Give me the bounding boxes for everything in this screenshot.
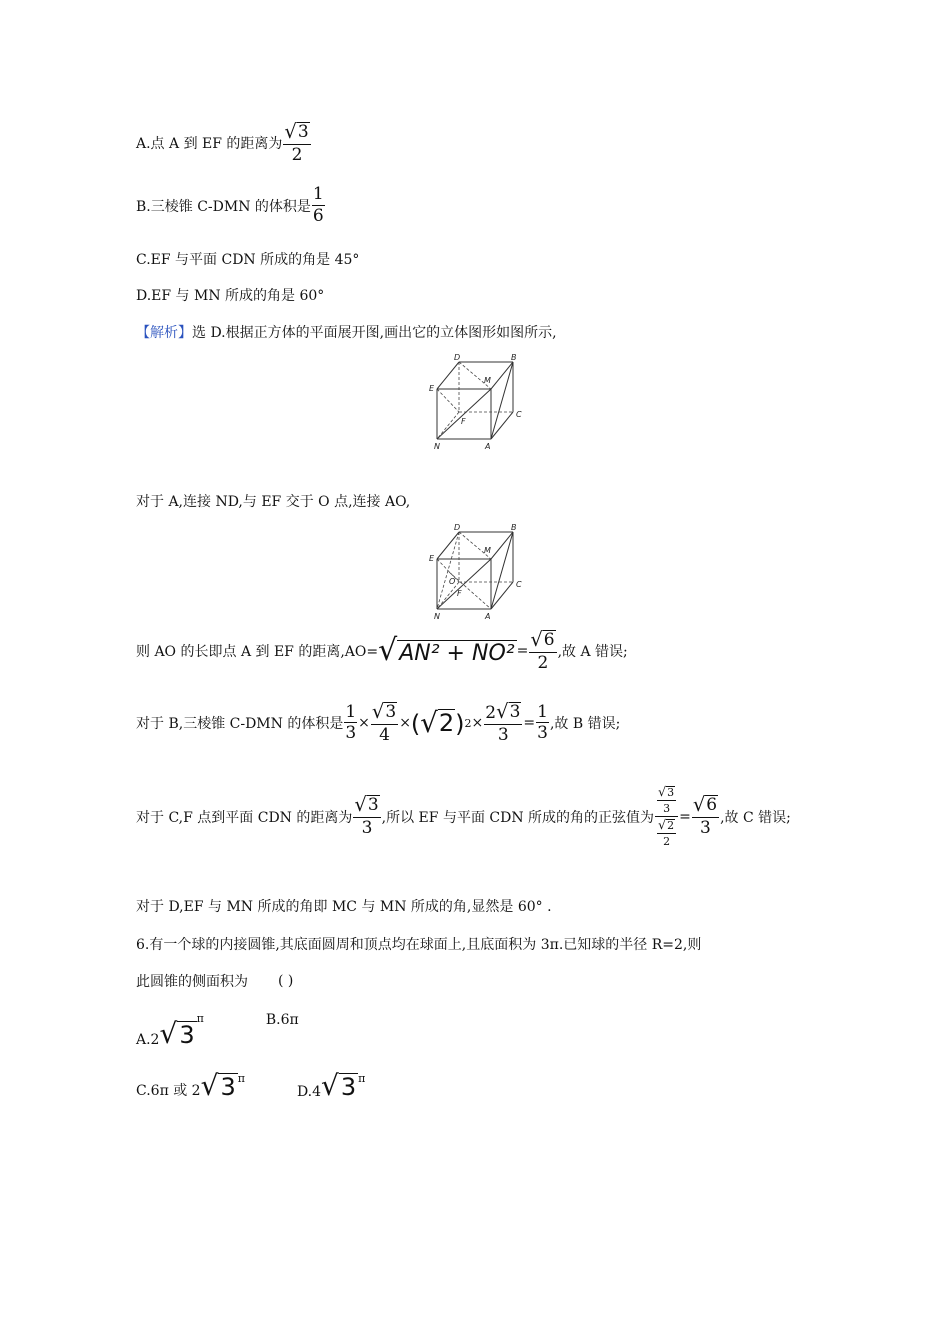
q6-option-d-pi: π (358, 1072, 366, 1085)
part-b-f2-den: 4 (379, 724, 390, 745)
part-c-f-den: 3 (361, 818, 373, 839)
option-b-num: 1 (312, 184, 324, 204)
q6-line2 (136, 971, 293, 991)
option-a-fraction: √ 3 2 (284, 120, 309, 165)
part-b-formula (136, 702, 620, 745)
part-b-f3-rad: 3 (509, 702, 521, 722)
part-c-bot-num: 2 (667, 818, 675, 832)
q6-option-a-pi: π (196, 1012, 204, 1025)
part-b-f1-den: 3 (345, 723, 357, 744)
part-c-res-num: 6 (706, 795, 718, 816)
part-a-formula (136, 630, 628, 673)
option-a-den: 2 (291, 144, 303, 165)
part-b-eq: = (523, 715, 536, 732)
times-3: × (471, 715, 484, 732)
part-b-f3: 2 √ 3 3 (485, 700, 521, 745)
part-b-f1 (344, 701, 357, 744)
solution-intro (136, 322, 557, 342)
label-e: E (429, 384, 435, 393)
part-b-paren: ( √ 2 ) (410, 705, 465, 739)
part-b-f2-num: 3 (385, 702, 397, 722)
part-c-bot-den: 2 (663, 834, 671, 848)
q6-option-a: A.2 √ 3 π (136, 1012, 204, 1050)
q6-option-c-label: C.6π 或 2 (136, 1083, 201, 1099)
part-c-suffix: ,故 C 错误; (720, 809, 791, 826)
part-b-suffix: ,故 B 错误; (549, 716, 621, 733)
part-c-result: √ 6 3 (692, 793, 718, 839)
label-b: B (511, 353, 517, 362)
option-a (136, 122, 312, 165)
label-a-2: A (485, 612, 491, 621)
q6-option-d-label: D.4 (296, 1084, 322, 1100)
part-a-eq: = (516, 643, 529, 660)
option-d-text: D.EF 与 MN 所成的角是 60° (136, 288, 325, 304)
part-c-top-num: 3 (667, 786, 675, 799)
part-c-compound: √ 3 3 √ 2 2 (655, 786, 678, 847)
part-a-connect (136, 491, 410, 511)
cube-figure-2 (425, 522, 535, 624)
solution-intro-text: 选 D.根据正方体的平面展开图,画出它的立体图形如图所示, (192, 325, 557, 341)
label-n: N (434, 442, 440, 451)
label-c-2: C (516, 580, 522, 589)
part-d-text: 对于 D,EF 与 MN 所成的角即 MC 与 MN 所成的角,显然是 60° . (136, 899, 552, 915)
part-d (136, 896, 552, 916)
label-d: D (454, 353, 461, 362)
part-b-res-num: 1 (537, 701, 548, 722)
option-a-num: 3 (297, 122, 309, 142)
q6-line1 (136, 934, 701, 954)
part-b-f1-num: 1 (345, 701, 357, 722)
analysis-tag: 【解析】 (136, 325, 192, 341)
label-m-2: M (484, 546, 491, 555)
q6-option-c: C.6π 或 2 √ 3 π (136, 1069, 245, 1102)
part-b-prefix: 对于 B,三棱锥 C-DMN 的体积是 (136, 716, 344, 733)
part-b-exp: 2 (464, 716, 472, 730)
label-d-2: D (454, 523, 461, 532)
label-e-2: E (429, 554, 435, 563)
part-c-distance: √ 3 3 (354, 793, 379, 839)
q6-option-d: D.4 √ 3 π (296, 1069, 366, 1102)
q6-option-c-rad: 3 (220, 1072, 236, 1101)
q6-stem-1: 6.有一个球的内接圆锥,其底面圆周和顶点均在球面上,且底面积为 3π.已知球的半径 R=2,则 (136, 937, 702, 953)
q6-options-ab (136, 1012, 299, 1048)
times-2: × (399, 715, 411, 732)
q6-option-c-pi: π (237, 1072, 245, 1085)
part-b-f2: √ 3 4 (371, 700, 397, 745)
option-c (136, 249, 359, 269)
part-c-top-den: 3 (663, 802, 671, 816)
part-c-eq: = (679, 808, 691, 825)
part-b-res-den: 3 (537, 723, 548, 744)
label-o: O (449, 577, 456, 586)
q6-option-d-rad: 3 (340, 1072, 357, 1101)
part-b-result (536, 701, 549, 744)
option-c-text: C.EF 与平面 CDN 所成的角是 45° (136, 252, 360, 268)
option-b (136, 186, 326, 226)
label-b-2: B (511, 523, 517, 532)
part-a-radicand: AN² + NO² (399, 641, 515, 667)
part-c-res-den: 3 (700, 818, 711, 839)
q6-option-a-label: A.2 (136, 1032, 160, 1048)
option-b-text: B.三棱锥 C-DMN 的体积是 (136, 198, 311, 215)
option-b-den: 6 (312, 205, 324, 226)
option-a-text: A.点 A 到 EF 的距离为 (136, 136, 283, 153)
part-a-prefix: 则 AO 的长即点 A 到 EF 的距离,AO= (136, 644, 379, 661)
part-a-radical: √ AN² + NO² (378, 633, 515, 669)
times-1: × (358, 715, 370, 732)
part-a-result: √ 6 2 (530, 628, 555, 673)
option-d (136, 285, 324, 305)
answer-blank: ( ) (278, 973, 294, 989)
q6-option-a-rad: 3 (179, 1020, 195, 1049)
part-a-res-num: 6 (543, 630, 555, 650)
part-a-res-den: 2 (537, 652, 549, 673)
q6-option-b: B.6π (265, 1012, 299, 1028)
part-a-connect-text: 对于 A,连接 ND,与 EF 交于 O 点,连接 AO, (136, 494, 411, 510)
q6-options-cd (136, 1069, 366, 1102)
label-f: F (461, 417, 466, 426)
label-c: C (516, 410, 522, 419)
part-b-sq-arg: 2 (438, 709, 455, 738)
part-c-prefix: 对于 C,F 点到平面 CDN 的距离为 (136, 809, 353, 826)
part-a-suffix: ,故 A 错误; (557, 644, 628, 661)
label-f-2: F (457, 589, 462, 598)
part-c-formula (136, 786, 791, 847)
q6-stem-2: 此圆锥的侧面积为 (136, 974, 248, 990)
cube-figure-1 (425, 352, 535, 454)
label-n-2: N (434, 612, 440, 621)
part-c-mid: ,所以 EF 与平面 CDN 所成的角的正弦值为 (381, 809, 655, 826)
option-b-fraction (312, 186, 325, 226)
part-b-f3-den: 3 (497, 724, 509, 745)
label-m: M (484, 376, 491, 385)
label-a: A (485, 442, 491, 451)
part-b-f3-coef: 2 (485, 703, 497, 724)
part-c-f-num: 3 (367, 795, 379, 816)
